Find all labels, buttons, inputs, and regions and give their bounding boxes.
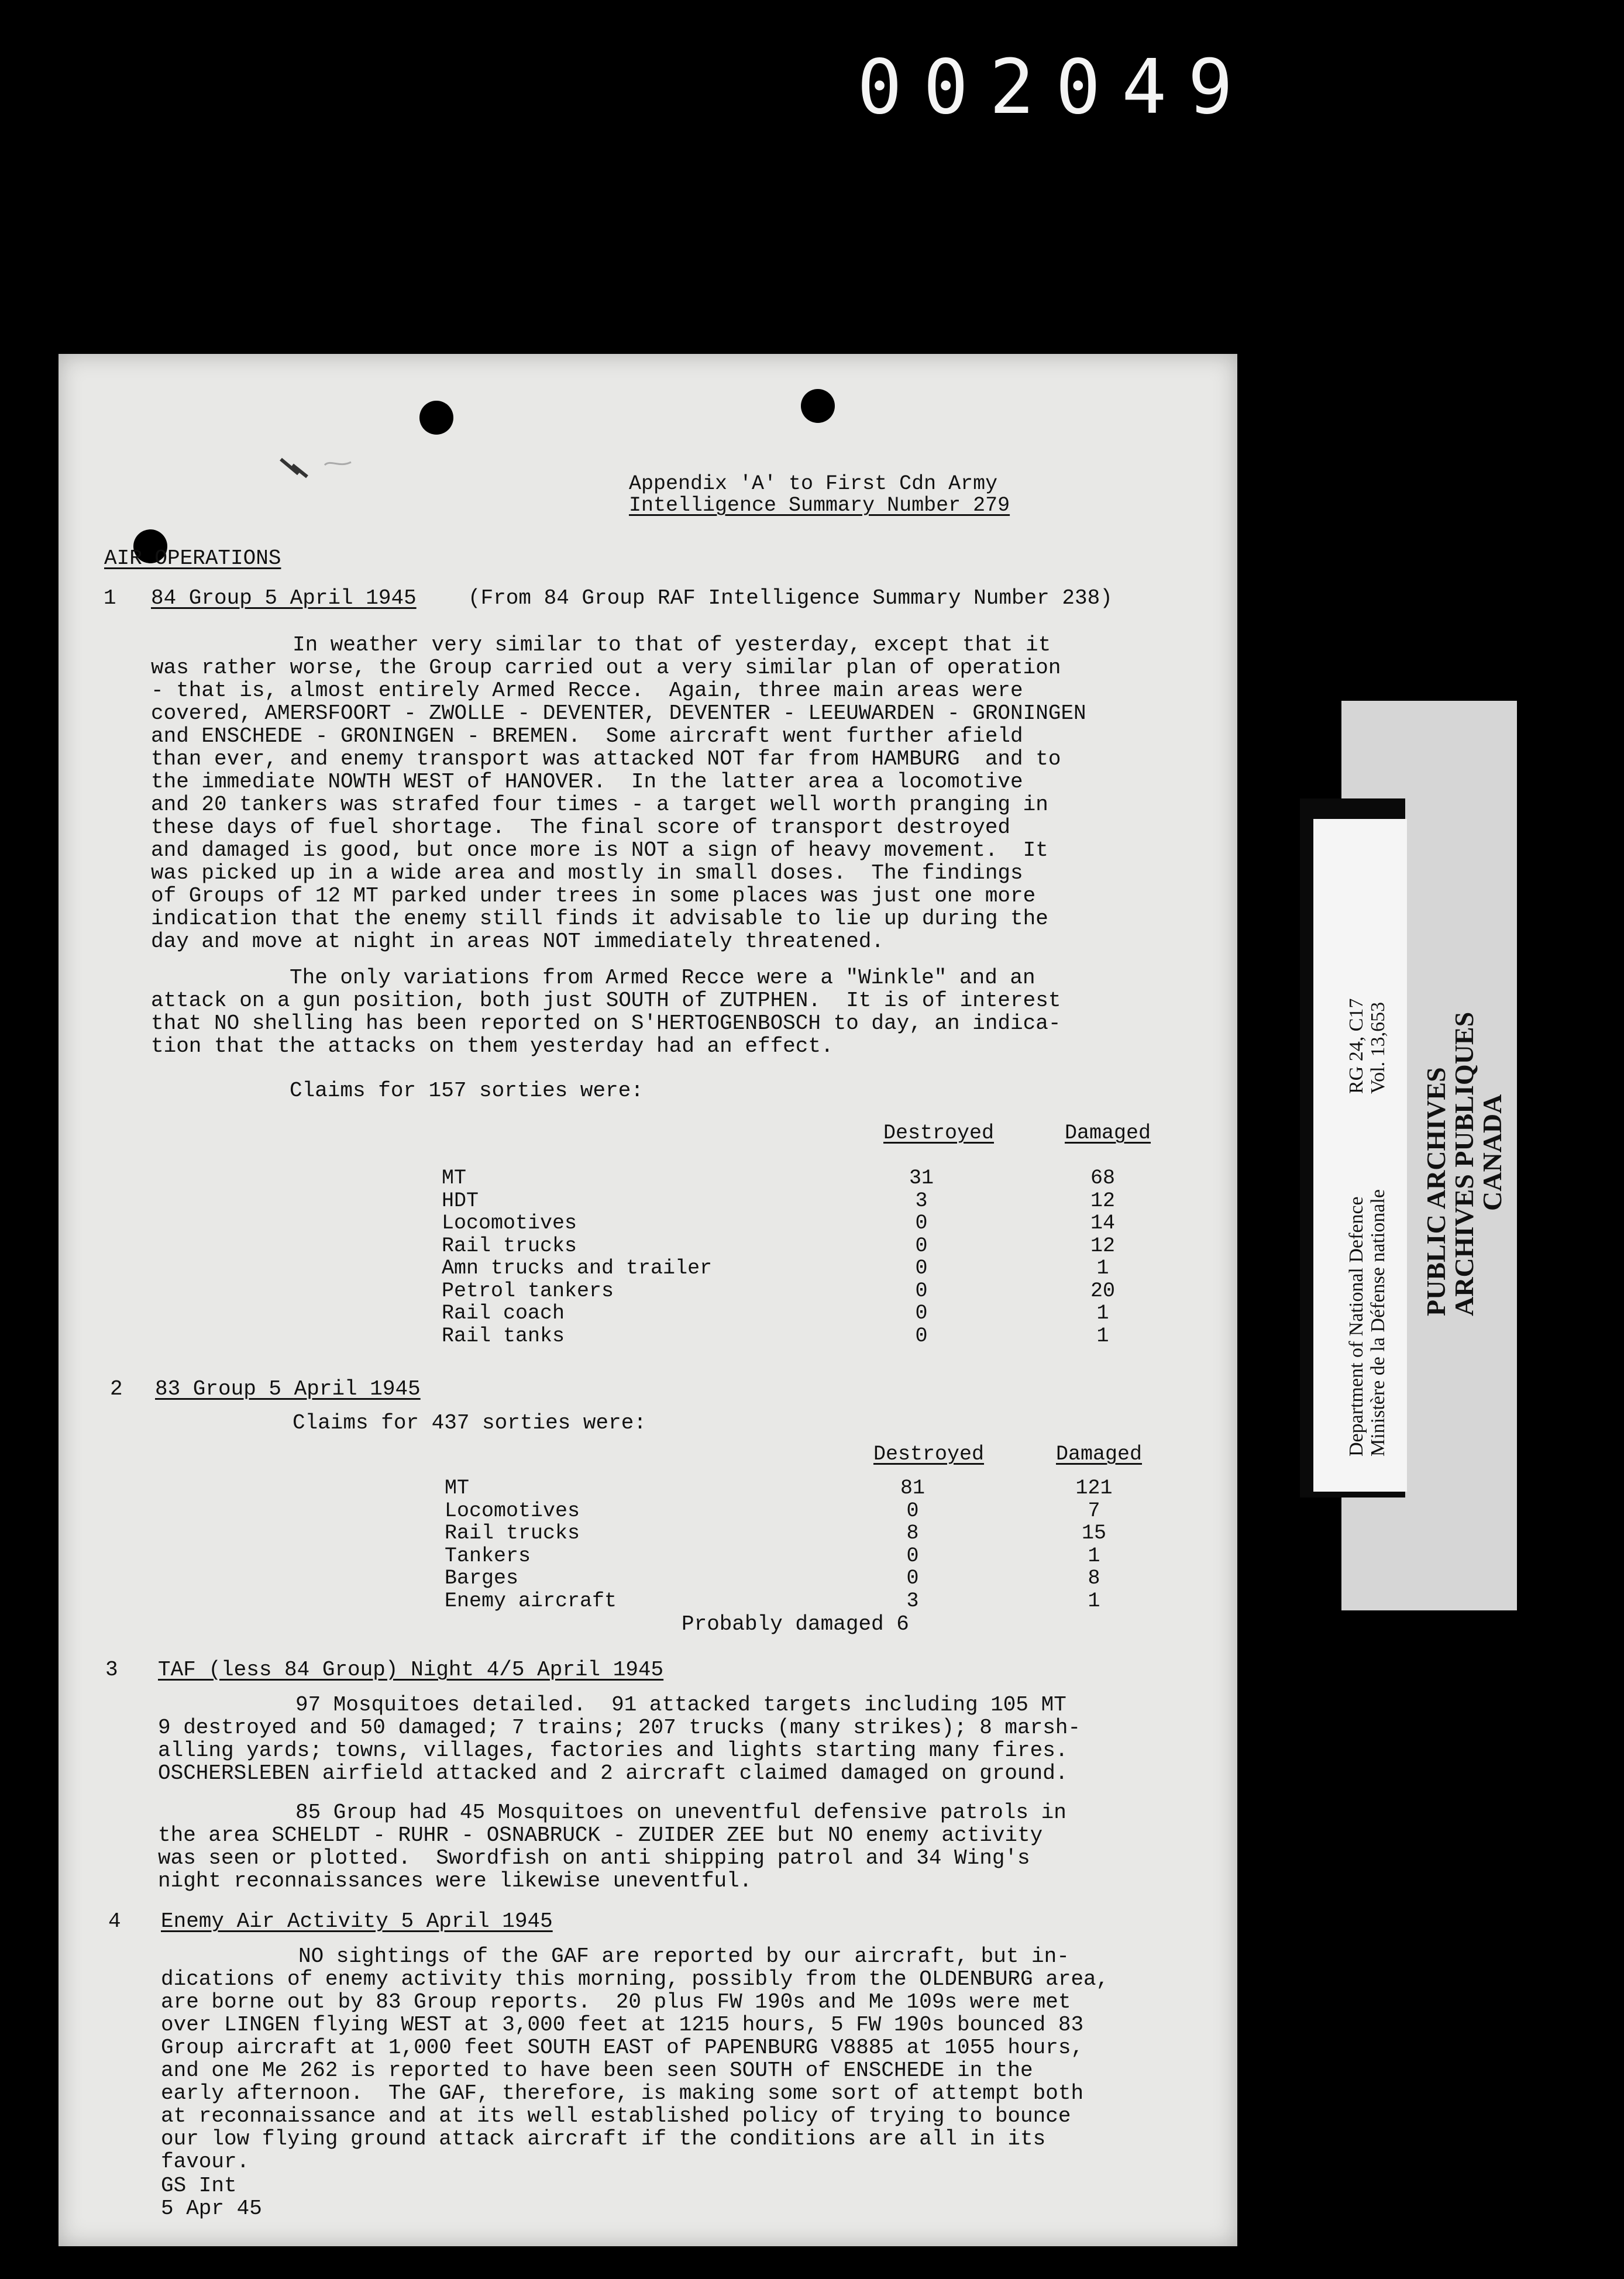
archive-archives-publiques: ARCHIVES PUBLIQUES bbox=[1449, 1011, 1479, 1316]
archive-dept-fr: Ministère de la Défense nationale bbox=[1367, 1189, 1389, 1457]
archive-card bbox=[1313, 819, 1407, 1492]
claims-row: Amn trucks and trailer 0 1 bbox=[442, 1256, 1109, 1280]
claims-row: Rail trucks 8 15 bbox=[445, 1521, 1106, 1545]
claims-row: Locomotives 0 14 bbox=[442, 1211, 1115, 1235]
section-2-heading: 83 Group 5 April 1945 bbox=[155, 1377, 421, 1401]
archive-stamp-number: 002049 bbox=[857, 44, 1254, 131]
section-1-heading: 84 Group 5 April 1945 bbox=[151, 586, 417, 610]
claims-row: Enemy aircraft 3 1 bbox=[445, 1589, 1100, 1613]
claims-header-destroyed: Destroyed bbox=[873, 1443, 985, 1466]
claims-header-damaged: Damaged bbox=[1065, 1121, 1151, 1145]
claims-row: HDT 3 12 bbox=[442, 1189, 1115, 1213]
signature-line-2: 5 Apr 45 bbox=[161, 2197, 262, 2221]
claims-rows bbox=[442, 1167, 1202, 1347]
document-body: Appendix 'A' to First Cdn Army Intelligence Summary Number 279 AIR OPERATIONS 1 84 Group 5 April 1945 (From 84 Group RAF Intelligence Summary Number 238) In weather very similar to that of yesterday, except that it was rather worse, the Group carried out a very similar plan of operation - that is, almost entirely Armed Recce. Again, three main areas were covered, AMERSFOORT - ZWOLLE - DEVENTER, DEVENTER - LEEUWARDEN - GRONINGEN and ENSCHEDE - GRONINGEN - BREMEN. Some aircraft went further afield than ever, and enemy transport was attacked NOT far from HAMBURG and to the immediate NOWTH WEST of HANOVER. In the latter area a locomotive and 20 tankers was strafed four times - a target well worth pranging in these days of fuel shortage. The final score of transport destroyed and damaged is good, but once more is NOT a sign of heavy movement. It was picked up in a wide area and mostly in small doses. The findings of Groups of 12 MT parked under trees in some places was just one more indication that the enemy still finds it advisable to lie up during the day and move at night in areas NOT immediately threatened. The only variations from Armed Recce were a "Winkle" and an attack on a gun position, both just SOUTH of ZUTPHEN. It is of interest that NO shelling has been reported on S'HERTOGENBOSCH to day, an indica- tion that the attacks on them yesterday had an effect. Claims for 157 sorties were: Destroyed Damaged MT 31 68 HDT 3 12 Locomotives 0 14 Rail trucks 0 12 Amn trucks and trailer 0 1 Petrol tankers 0 20 Rail coach 0 1 Rail tanks 0 1 2 83 Group 5 April 1945 Claims for 437 sorties were: Destroyed Damaged MT 81 121 Locomotives 0 7 Rail trucks 8 15 Tankers 0 1 Barges 0 8 Enemy aircraft 3 1 Probably damaged 6 3 TAF (less 84 Group) Night 4/5 April 1945 97 Mosquitoes detailed. 91 attacked targets including 105 MT 9 destroyed and 50 damaged; 7 trains; 207 trucks (many strikes); 8 marsh- alling yards; towns, villages, factories and lights starting many fires. OSCHERSLEBEN airfield attacked and 2 aircraft claimed damaged on ground. 85 Group had 45 Mosquitoes on uneventful defensive patrols in the area SCHELDT - RUHR - OSNABRUCK - ZUIDER ZEE but NO enemy activity was seen or plotted. Swordfish on anti shipping patrol and 34 Wing's night reconnaissances were likewise uneventful. 4 Enemy Air Activity 5 April 1945 NO sightings of the GAF are reported by our aircraft, but in- dications of enemy activity this morning, possibly from the OLDENBURG area, are borne out by 83 Group reports. 20 plus FW 190s and Me 109s were met over LINGEN flying WEST at 3,000 feet at 1215 hours, 5 FW 190s bounced 83 Group aircraft at 1,000 feet SOUTH EAST of PAPENBURG V8885 at 1055 hours, and one Me 262 is reported to have been seen SOUTH of ENSCHEDE in the early afternoon. The GAF, therefore, is making some sort of attempt both at reconnaissance and at its well established policy of trying to bounce our low flying ground attack aircraft if the conditions are all in its favour. GS Int 5 Apr 45 bbox=[59, 354, 1237, 2246]
archive-canada: CANADA bbox=[1477, 1094, 1507, 1211]
section-4-number: 4 bbox=[108, 1909, 121, 1933]
section-3-number: 3 bbox=[105, 1658, 118, 1682]
claims-row: Rail trucks 0 12 bbox=[442, 1234, 1115, 1258]
archive-ref-line-1: RG 24, C17 bbox=[1346, 998, 1367, 1094]
section-1-claims-intro: Claims for 157 sorties were: bbox=[290, 1079, 644, 1103]
section-1-heading-note: (From 84 Group RAF Intelligence Summary Number 238) bbox=[468, 586, 1113, 610]
section-2-claims-note: Probably damaged 6 bbox=[682, 1612, 909, 1636]
claims-header-damaged: Damaged bbox=[1056, 1443, 1143, 1466]
archive-dept-en: Department of National Defence bbox=[1346, 1196, 1367, 1457]
claims-row: Rail tanks 0 1 bbox=[442, 1324, 1109, 1348]
claims-row: Barges 0 8 bbox=[445, 1567, 1100, 1590]
section-4-heading: Enemy Air Activity 5 April 1945 bbox=[161, 1909, 553, 1933]
appendix-line-2: Intelligence Summary Number 279 bbox=[629, 494, 1010, 517]
section-1-number: 1 bbox=[104, 586, 116, 610]
appendix-line-1: Appendix 'A' to First Cdn Army bbox=[629, 472, 998, 495]
claims-header-destroyed: Destroyed bbox=[883, 1121, 995, 1145]
claims-row: Petrol tankers 0 20 bbox=[442, 1279, 1115, 1303]
archive-ref-line-2: Vol. 13,653 bbox=[1367, 1001, 1389, 1094]
claims-row: Tankers 0 1 bbox=[445, 1544, 1100, 1568]
section-2-number: 2 bbox=[110, 1377, 123, 1401]
signature-line-1: GS Int bbox=[161, 2174, 237, 2198]
claims-row: Locomotives 0 7 bbox=[445, 1499, 1100, 1523]
document-page bbox=[59, 354, 1237, 2246]
claims-row: MT 81 121 bbox=[445, 1476, 1113, 1500]
claims-row: MT 31 68 bbox=[442, 1166, 1115, 1190]
section-2-claims-intro: Claims for 437 sorties were: bbox=[293, 1411, 646, 1435]
claims-row: Rail coach 0 1 bbox=[442, 1302, 1109, 1325]
section-title: AIR OPERATIONS bbox=[104, 546, 281, 570]
archive-public-archives: PUBLIC ARCHIVES bbox=[1421, 1067, 1451, 1316]
section-3-heading: TAF (less 84 Group) Night 4/5 April 1945 bbox=[158, 1658, 664, 1682]
claims-rows bbox=[445, 1477, 1205, 1612]
